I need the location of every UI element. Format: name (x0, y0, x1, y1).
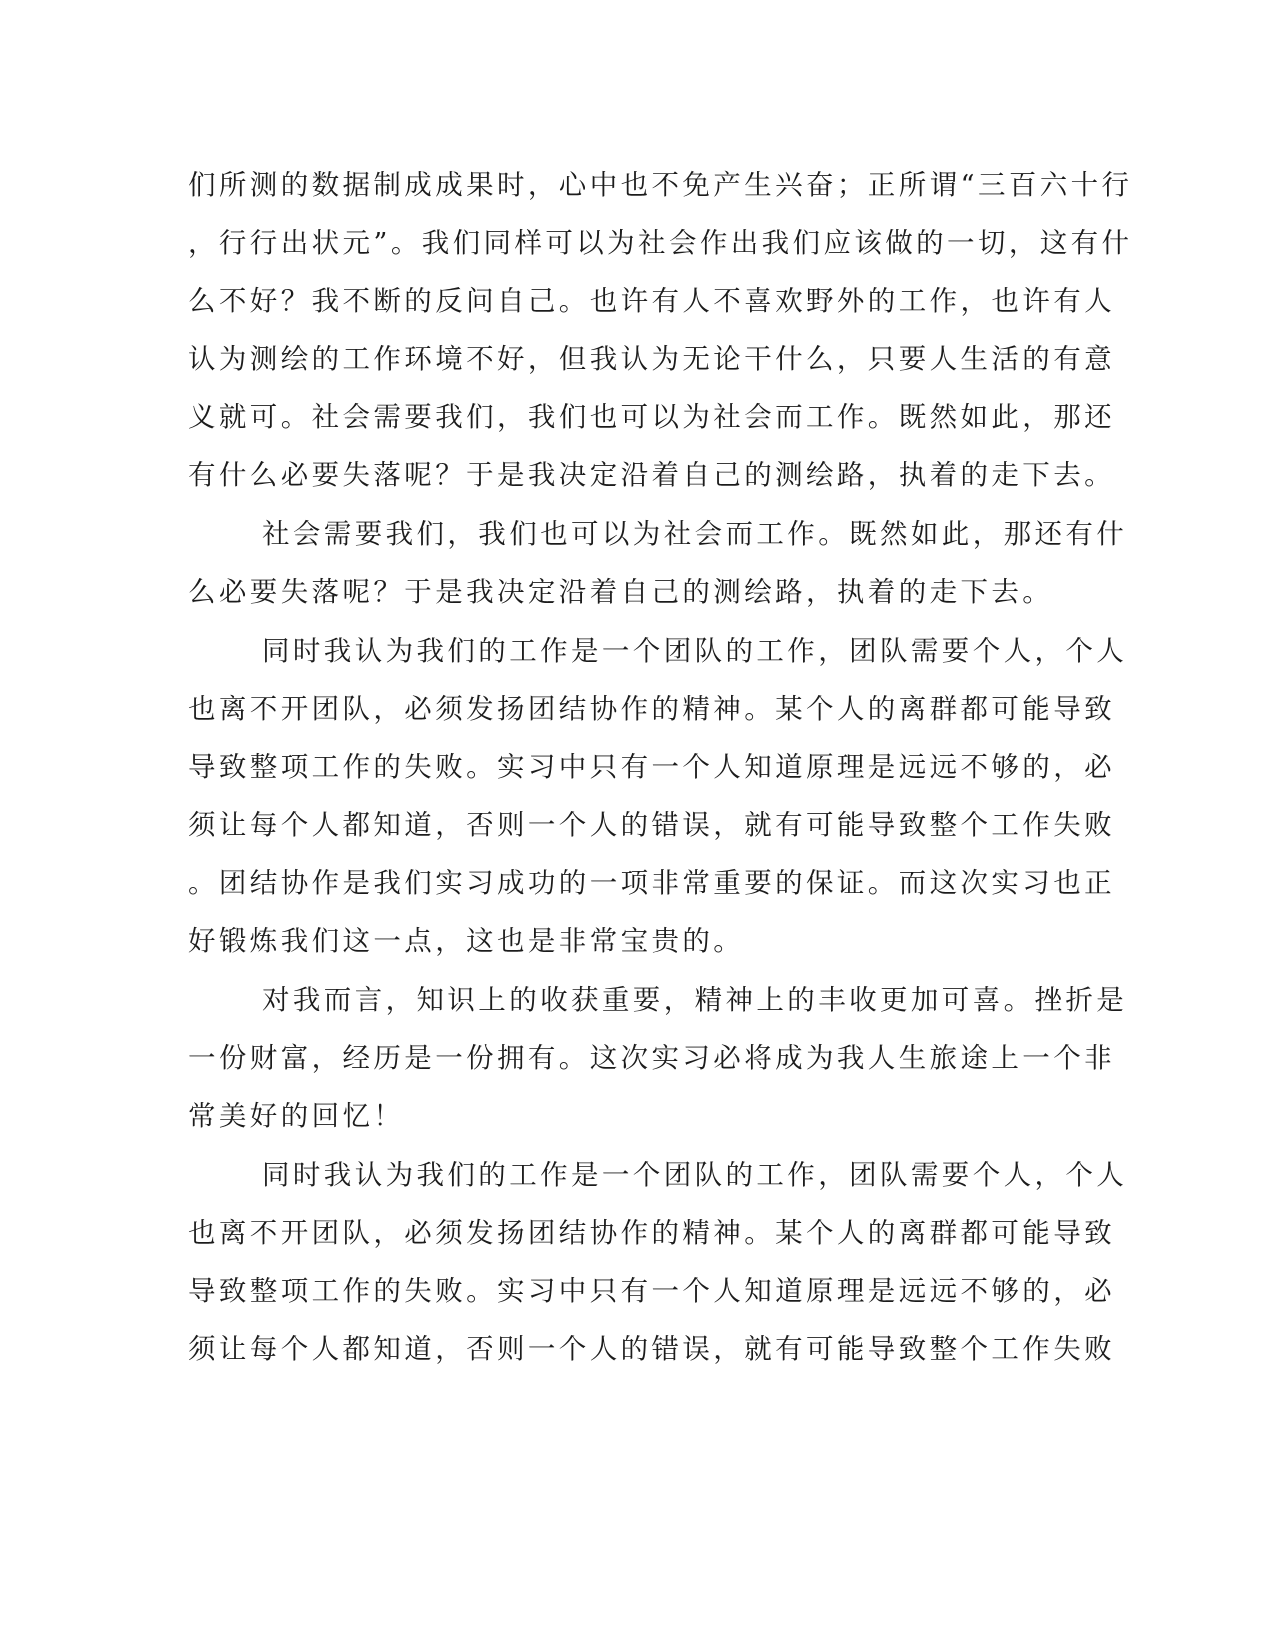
text-line: 么必要失落呢？于是我决定沿着自己的测绘路，执着的走下去。 (188, 576, 1054, 608)
paragraph-first-line: 社会需要我们，我们也可以为社会而工作。既然如此，那还有什 (262, 518, 1128, 550)
text-line: 常美好的回忆！ (188, 1100, 405, 1132)
text-line: 认为测绘的工作环境不好，但我认为无论干什么，只要人生活的有意 (188, 343, 1115, 375)
paragraph-first-line: 同时我认为我们的工作是一个团队的工作，团队需要个人，个人 (262, 635, 1128, 667)
text-line: 一份财富，经历是一份拥有。这次实习必将成为我人生旅途上一个非 (188, 1042, 1115, 1074)
text-line: ，行行出状元”。我们同样可以为社会作出我们应该做的一切，这有什 (188, 227, 1133, 259)
text-line: 须让每个人都知道，否则一个人的错误，就有可能导致整个工作失败 (188, 809, 1115, 841)
text-line: 导致整项工作的失败。实习中只有一个人知道原理是远远不够的，必 (188, 1275, 1115, 1307)
paragraph-first-line: 对我而言，知识上的收获重要，精神上的丰收更加可喜。挫折是 (262, 984, 1128, 1016)
text-line: 须让每个人都知道，否则一个人的错误，就有可能导致整个工作失败 (188, 1333, 1115, 1365)
text-line: 义就可。社会需要我们，我们也可以为社会而工作。既然如此，那还 (188, 401, 1115, 433)
text-line: 好锻炼我们这一点，这也是非常宝贵的。 (188, 925, 745, 957)
text-line: 也离不开团队，必须发扬团结协作的精神。某个人的离群都可能导致 (188, 1217, 1115, 1249)
text-line: 。团结协作是我们实习成功的一项非常重要的保证。而这次实习也正 (188, 867, 1115, 899)
text-line: 也离不开团队，必须发扬团结协作的精神。某个人的离群都可能导致 (188, 693, 1115, 725)
paragraph-first-line: 同时我认为我们的工作是一个团队的工作，团队需要个人，个人 (262, 1159, 1128, 1191)
text-line: 们所测的数据制成成果时，心中也不免产生兴奋；正所谓“三百六十行 (188, 169, 1133, 201)
text-line: 有什么必要失落呢？于是我决定沿着自己的测绘路，执着的走下去。 (188, 459, 1115, 491)
text-line: 么不好？我不断的反问自己。也许有人不喜欢野外的工作，也许有人 (188, 285, 1115, 317)
text-line: 导致整项工作的失败。实习中只有一个人知道原理是远远不够的，必 (188, 751, 1115, 783)
